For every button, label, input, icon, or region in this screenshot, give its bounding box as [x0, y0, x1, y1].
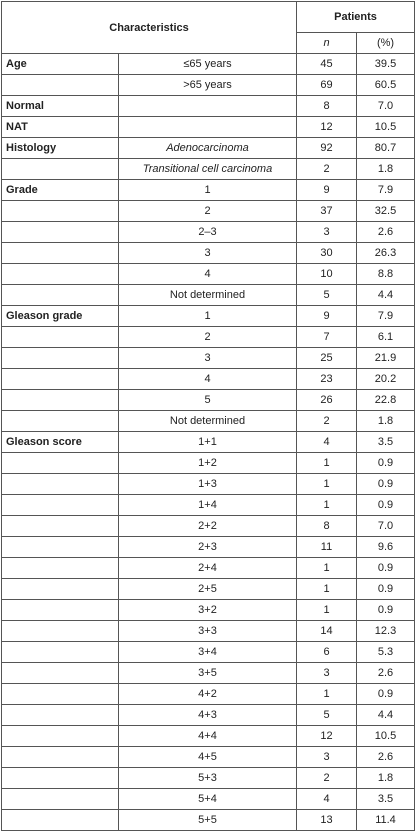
row-label — [2, 495, 119, 516]
row-percent: 8.8 — [357, 264, 415, 285]
row-label — [2, 726, 119, 747]
table-row — [2, 96, 415, 117]
row-label — [2, 621, 119, 642]
row-percent: 39.5 — [357, 54, 415, 75]
table-row — [2, 810, 415, 831]
row-count: 4 — [297, 432, 357, 453]
row-percent: 5.3 — [357, 642, 415, 663]
table-row — [2, 474, 415, 495]
table-row — [2, 180, 415, 201]
table-row — [2, 621, 415, 642]
row-subcategory: 4 — [119, 264, 297, 285]
row-subcategory: 4+3 — [119, 705, 297, 726]
row-count: 92 — [297, 138, 357, 159]
row-label — [2, 453, 119, 474]
row-subcategory: 2 — [119, 201, 297, 222]
row-subcategory: 5+4 — [119, 789, 297, 810]
row-count: 1 — [297, 474, 357, 495]
row-percent: 9.6 — [357, 537, 415, 558]
row-subcategory: 3+3 — [119, 621, 297, 642]
table-row — [2, 768, 415, 789]
row-label: Grade — [2, 180, 119, 201]
table-row — [2, 642, 415, 663]
row-subcategory: 1 — [119, 180, 297, 201]
row-count: 26 — [297, 390, 357, 411]
table-row — [2, 54, 415, 75]
row-label — [2, 705, 119, 726]
table-row — [2, 537, 415, 558]
table-row — [2, 411, 415, 432]
header-percent: (%) — [357, 32, 415, 53]
row-subcategory: 1+2 — [119, 453, 297, 474]
row-count: 3 — [297, 663, 357, 684]
row-percent: 10.5 — [357, 726, 415, 747]
row-count: 1 — [297, 453, 357, 474]
row-percent: 0.9 — [357, 600, 415, 621]
row-label — [2, 243, 119, 264]
row-count: 3 — [297, 222, 357, 243]
table-row — [2, 390, 415, 411]
row-percent: 22.8 — [357, 390, 415, 411]
row-subcategory: 4+5 — [119, 747, 297, 768]
row-count: 3 — [297, 747, 357, 768]
row-percent: 2.6 — [357, 222, 415, 243]
row-label: Gleason score — [2, 432, 119, 453]
row-count: 23 — [297, 369, 357, 390]
table-row — [2, 306, 415, 327]
row-label — [2, 663, 119, 684]
row-percent: 0.9 — [357, 474, 415, 495]
row-count: 8 — [297, 96, 357, 117]
row-subcategory: 2+4 — [119, 558, 297, 579]
table-row — [2, 516, 415, 537]
row-subcategory: 1 — [119, 306, 297, 327]
row-label — [2, 684, 119, 705]
row-label — [2, 201, 119, 222]
row-subcategory: 2+5 — [119, 579, 297, 600]
row-subcategory: 2–3 — [119, 222, 297, 243]
row-count: 2 — [297, 768, 357, 789]
table-row — [2, 726, 415, 747]
row-percent: 0.9 — [357, 558, 415, 579]
row-subcategory: Adenocarcinoma — [119, 138, 297, 159]
row-subcategory: >65 years — [119, 75, 297, 96]
row-percent: 2.6 — [357, 747, 415, 768]
row-label — [2, 222, 119, 243]
row-count: 14 — [297, 621, 357, 642]
row-subcategory: 5+3 — [119, 768, 297, 789]
row-label — [2, 537, 119, 558]
row-subcategory: 4 — [119, 369, 297, 390]
row-label: Normal — [2, 96, 119, 117]
row-label — [2, 75, 119, 96]
row-subcategory: 2 — [119, 327, 297, 348]
row-subcategory: 2+2 — [119, 516, 297, 537]
header-patients: Patients — [297, 2, 415, 33]
row-percent: 10.5 — [357, 117, 415, 138]
row-percent: 6.1 — [357, 327, 415, 348]
row-subcategory — [119, 96, 297, 117]
row-count: 1 — [297, 579, 357, 600]
row-percent: 1.8 — [357, 411, 415, 432]
row-subcategory: 3+2 — [119, 600, 297, 621]
row-label — [2, 369, 119, 390]
row-subcategory: 2+3 — [119, 537, 297, 558]
table-row — [2, 117, 415, 138]
row-count: 5 — [297, 285, 357, 306]
row-percent: 12.3 — [357, 621, 415, 642]
row-count: 5 — [297, 705, 357, 726]
row-label — [2, 789, 119, 810]
table-row — [2, 684, 415, 705]
table-row — [2, 579, 415, 600]
row-percent: 80.7 — [357, 138, 415, 159]
row-count: 12 — [297, 726, 357, 747]
row-percent: 20.2 — [357, 369, 415, 390]
table-row — [2, 432, 415, 453]
row-subcategory — [119, 117, 297, 138]
table-row — [2, 369, 415, 390]
row-count: 8 — [297, 516, 357, 537]
row-count: 69 — [297, 75, 357, 96]
row-count: 2 — [297, 159, 357, 180]
row-percent: 7.9 — [357, 306, 415, 327]
row-subcategory: Not determined — [119, 411, 297, 432]
row-percent: 1.8 — [357, 768, 415, 789]
table-row — [2, 558, 415, 579]
row-count: 2 — [297, 411, 357, 432]
row-label — [2, 411, 119, 432]
row-label — [2, 600, 119, 621]
row-subcategory: 3+5 — [119, 663, 297, 684]
row-count: 10 — [297, 264, 357, 285]
row-label: Histology — [2, 138, 119, 159]
row-percent: 3.5 — [357, 789, 415, 810]
row-label: Gleason grade — [2, 306, 119, 327]
row-percent: 60.5 — [357, 75, 415, 96]
row-count: 1 — [297, 684, 357, 705]
row-subcategory: 4+4 — [119, 726, 297, 747]
row-subcategory: 4+2 — [119, 684, 297, 705]
row-label — [2, 159, 119, 180]
row-percent: 0.9 — [357, 684, 415, 705]
row-percent: 0.9 — [357, 453, 415, 474]
table-row — [2, 327, 415, 348]
row-count: 7 — [297, 327, 357, 348]
row-percent: 7.9 — [357, 180, 415, 201]
row-label — [2, 264, 119, 285]
row-count: 37 — [297, 201, 357, 222]
row-count: 45 — [297, 54, 357, 75]
row-subcategory: 1+4 — [119, 495, 297, 516]
table-row — [2, 789, 415, 810]
row-subcategory: 5 — [119, 390, 297, 411]
row-percent: 3.5 — [357, 432, 415, 453]
table-row — [2, 222, 415, 243]
row-label — [2, 285, 119, 306]
table-body — [2, 54, 415, 831]
table-row — [2, 747, 415, 768]
table-row — [2, 705, 415, 726]
row-count: 12 — [297, 117, 357, 138]
row-label — [2, 579, 119, 600]
row-subcategory: Transitional cell carcinoma — [119, 159, 297, 180]
row-percent: 7.0 — [357, 516, 415, 537]
table-row — [2, 159, 415, 180]
row-subcategory: ≤65 years — [119, 54, 297, 75]
row-count: 13 — [297, 810, 357, 831]
table-row — [2, 201, 415, 222]
table-row — [2, 285, 415, 306]
row-percent: 7.0 — [357, 96, 415, 117]
row-subcategory: 3+4 — [119, 642, 297, 663]
row-count: 11 — [297, 537, 357, 558]
row-subcategory: 3 — [119, 243, 297, 264]
row-percent: 21.9 — [357, 348, 415, 369]
row-label — [2, 558, 119, 579]
row-percent: 0.9 — [357, 579, 415, 600]
row-label — [2, 348, 119, 369]
table-row — [2, 138, 415, 159]
row-count: 25 — [297, 348, 357, 369]
row-count: 6 — [297, 642, 357, 663]
table-row — [2, 453, 415, 474]
row-percent: 1.8 — [357, 159, 415, 180]
row-subcategory: 5+5 — [119, 810, 297, 831]
row-label: NAT — [2, 117, 119, 138]
row-label: Age — [2, 54, 119, 75]
patient-characteristics-table — [1, 1, 415, 831]
table-row — [2, 495, 415, 516]
row-percent: 4.4 — [357, 705, 415, 726]
row-percent: 4.4 — [357, 285, 415, 306]
header-n: n — [297, 32, 357, 53]
table-row — [2, 348, 415, 369]
row-count: 9 — [297, 180, 357, 201]
row-count: 9 — [297, 306, 357, 327]
row-percent: 2.6 — [357, 663, 415, 684]
row-count: 1 — [297, 495, 357, 516]
table-row — [2, 243, 415, 264]
row-count: 1 — [297, 558, 357, 579]
row-label — [2, 516, 119, 537]
row-label — [2, 747, 119, 768]
row-percent: 0.9 — [357, 495, 415, 516]
row-count: 30 — [297, 243, 357, 264]
row-percent: 32.5 — [357, 201, 415, 222]
row-subcategory: 3 — [119, 348, 297, 369]
row-label — [2, 474, 119, 495]
row-label — [2, 768, 119, 789]
row-count: 1 — [297, 600, 357, 621]
table-row — [2, 264, 415, 285]
table-row — [2, 75, 415, 96]
row-percent: 11.4 — [357, 810, 415, 831]
row-label — [2, 390, 119, 411]
row-label — [2, 327, 119, 348]
header-characteristics: Characteristics — [2, 2, 297, 54]
table-row — [2, 663, 415, 684]
row-label — [2, 642, 119, 663]
row-subcategory: 1+3 — [119, 474, 297, 495]
row-count: 4 — [297, 789, 357, 810]
row-percent: 26.3 — [357, 243, 415, 264]
row-subcategory: 1+1 — [119, 432, 297, 453]
table-row — [2, 600, 415, 621]
row-subcategory: Not determined — [119, 285, 297, 306]
row-label — [2, 810, 119, 831]
